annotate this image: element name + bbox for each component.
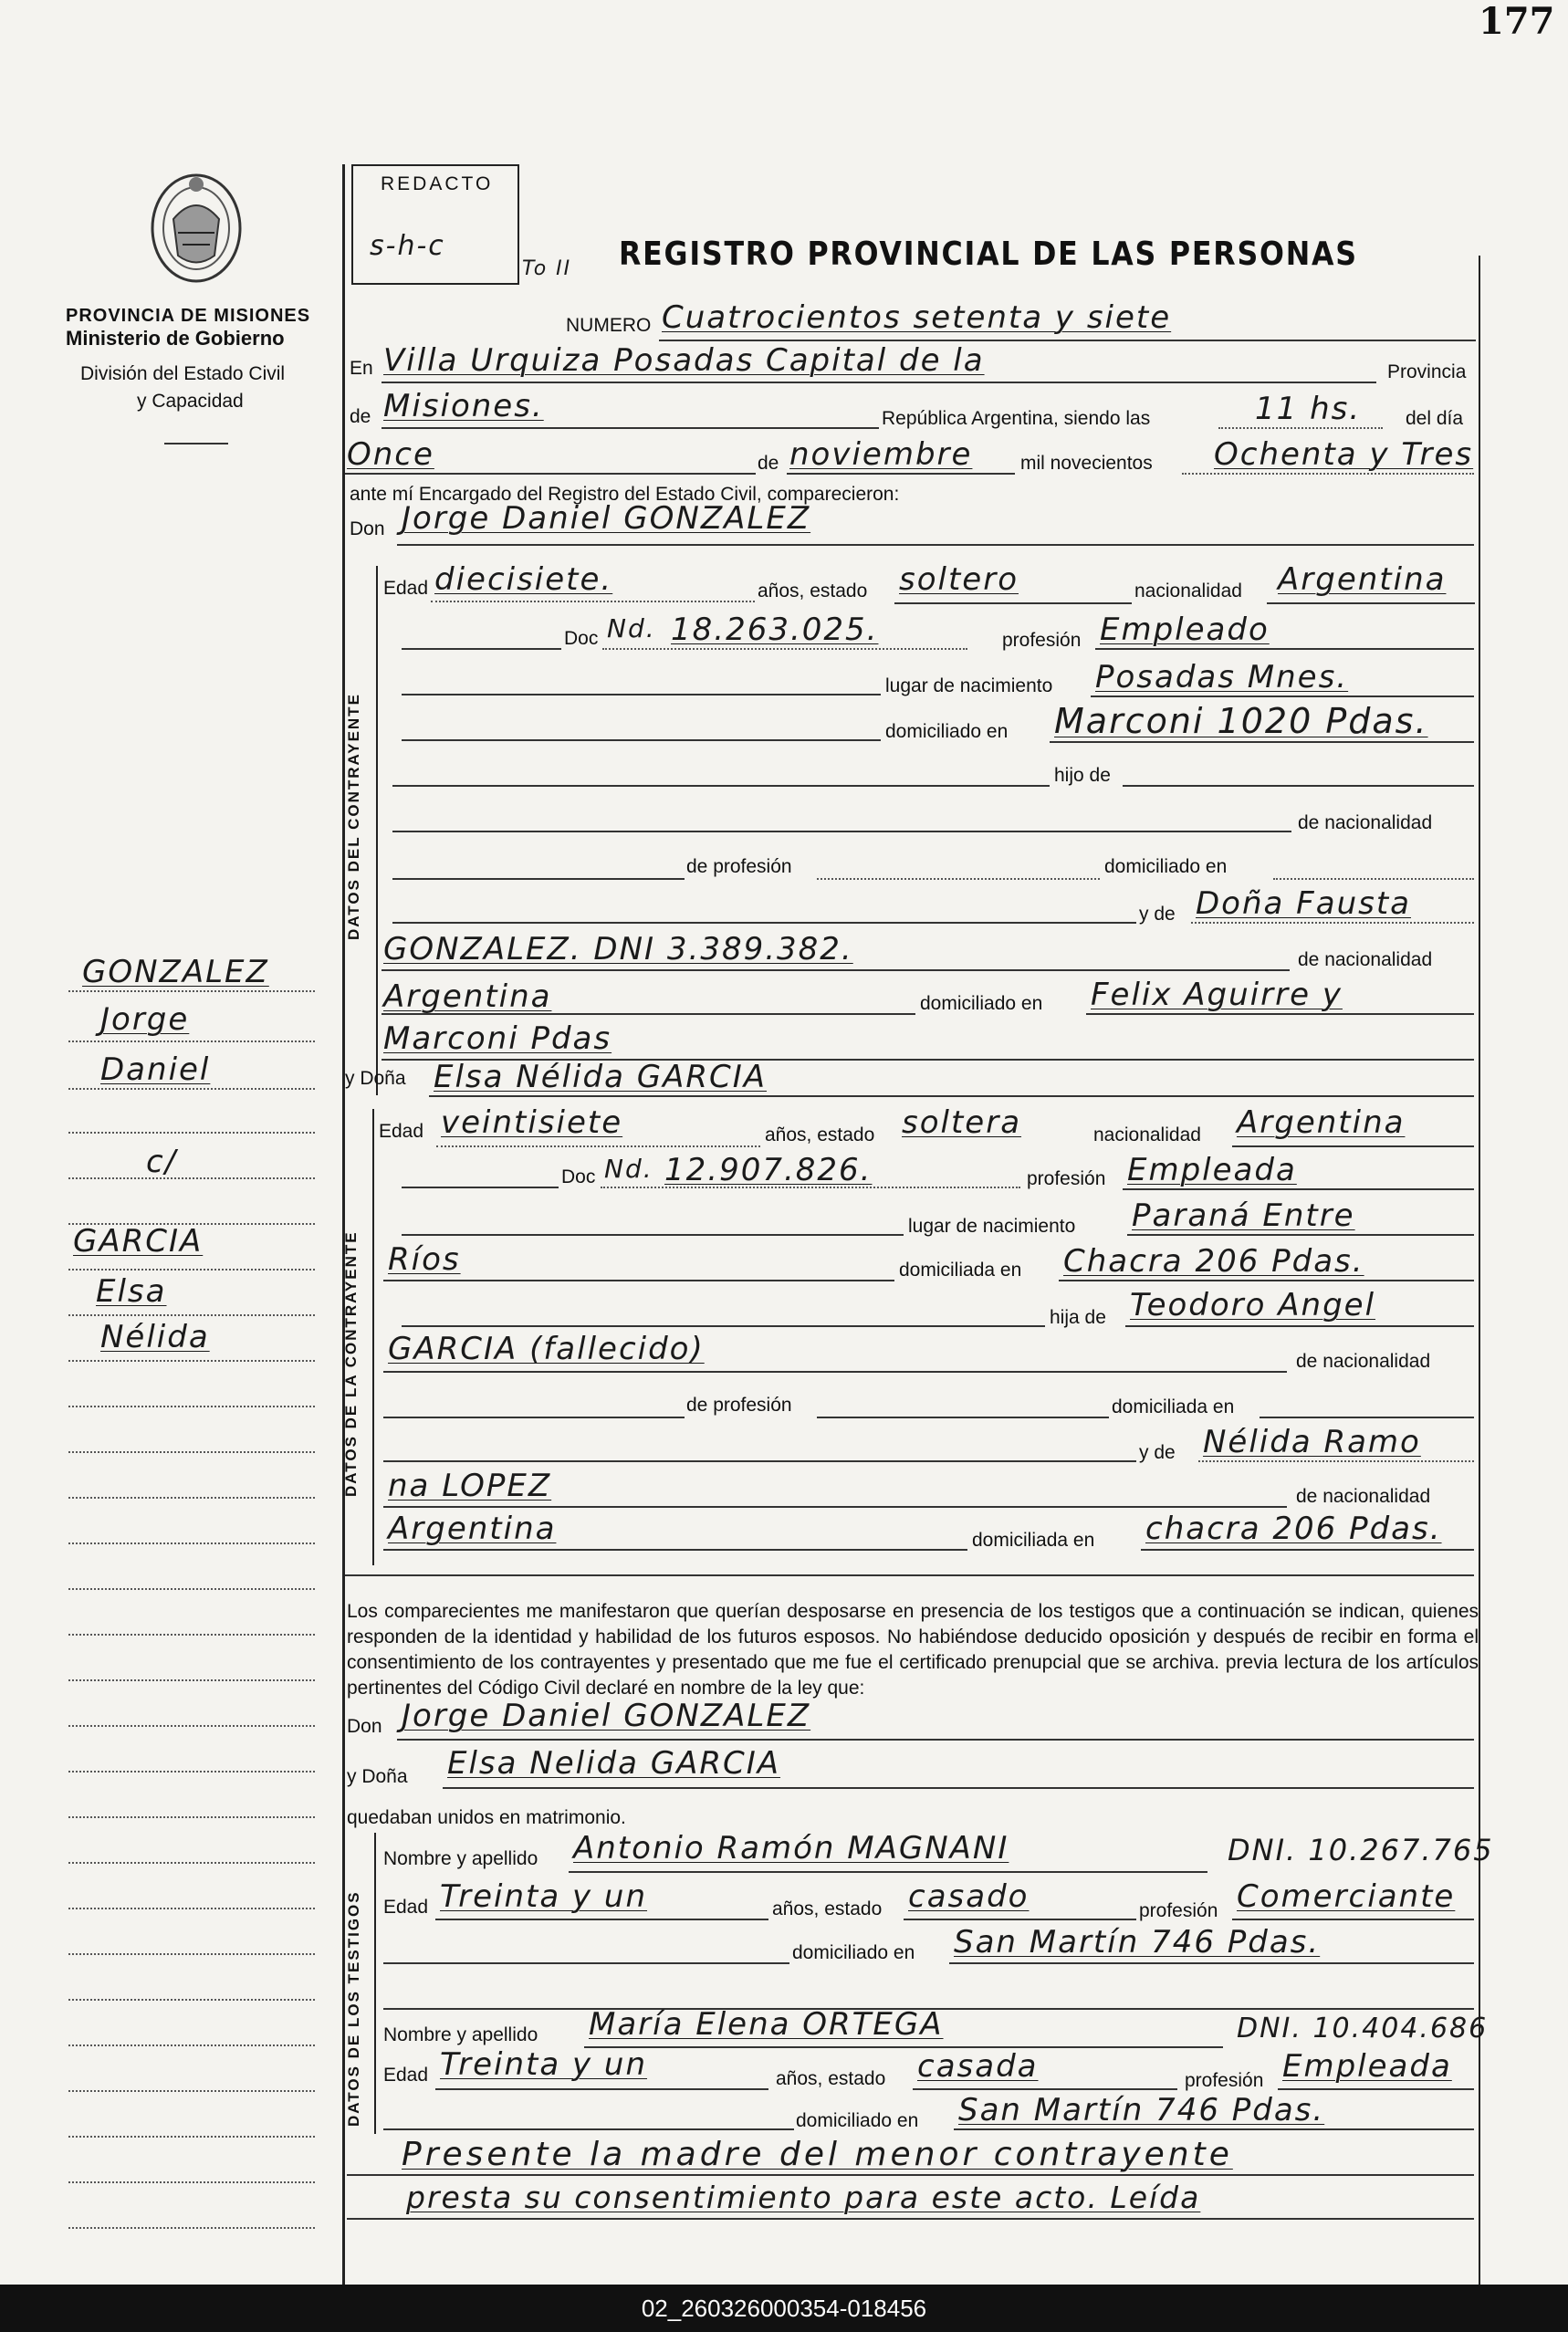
w1-estado: casado <box>908 1878 1030 1915</box>
republica-label: República Argentina, siendo las <box>882 408 1151 429</box>
w2-estado-label: años, estado <box>776 2068 886 2089</box>
w2-profesion: Empleada <box>1282 2048 1452 2085</box>
bride-prof-label: profesión <box>1027 1168 1106 1189</box>
groom-padre-prof-label: de profesión <box>686 856 792 877</box>
bride-edad-label: Edad <box>379 1121 424 1142</box>
groom-padre-dom-label: domiciliado en <box>1104 856 1228 877</box>
image-id-footer: 02_260326000354-018456 <box>0 2285 1568 2332</box>
w1-edad-label: Edad <box>383 1897 429 1918</box>
w1-domicilio: San Martín 746 Pdas. <box>954 1924 1321 1961</box>
w1-dni: DNI. 10.267.765 <box>1228 1833 1494 1867</box>
w1-nombre-label: Nombre y apellido <box>383 1848 538 1869</box>
numero-label: NUMERO <box>566 315 652 336</box>
bride-estado-label: años, estado <box>765 1124 875 1145</box>
coat-of-arms-icon <box>146 164 246 292</box>
union-dona: Elsa Nelida GARCIA <box>447 1745 781 1782</box>
groom-domicilio: Marconi 1020 Pdas. <box>1054 701 1428 741</box>
bride-profesion: Empleada <box>1127 1152 1297 1188</box>
groom-lugar: Posadas Mnes. <box>1095 659 1349 695</box>
bride-madre-cont: na LOPEZ <box>388 1468 552 1504</box>
w2-edad: Treinta y un <box>440 2046 648 2083</box>
bride-padre-prof-label: de profesión <box>686 1395 792 1416</box>
groom-padre-nac-label: de nacionalidad <box>1298 812 1433 833</box>
bride-madre: Nélida Ramo <box>1203 1424 1421 1460</box>
province-label: PROVINCIA DE MISIONES <box>66 306 311 326</box>
margin-note-name2: Daniel <box>100 1051 211 1088</box>
w2-dni: DNI. 10.404.686 <box>1237 2013 1489 2044</box>
groom-nacionalidad: Argentina <box>1278 561 1447 598</box>
margin-note-surname: GONZALEZ <box>82 954 269 990</box>
mil-novecientos-label: mil novecientos <box>1020 453 1153 474</box>
side-label-groom: DATOS DEL CONTRAYENTE <box>345 693 362 940</box>
don-value: Jorge Daniel GONZALEZ <box>402 500 811 537</box>
w2-edad-label: Edad <box>383 2065 429 2086</box>
bride-doc-prefix: Nd. <box>604 1154 653 1184</box>
en-label: En <box>350 358 373 379</box>
groom-madre-dom: Felix Aguirre y <box>1091 977 1343 1013</box>
de-mes-label: de <box>758 453 779 474</box>
division-label-2: y Capacidad <box>137 391 244 412</box>
bride-lugar-cont: Ríos <box>388 1241 461 1278</box>
groom-nac-label: nacionalidad <box>1134 580 1242 601</box>
bride-lugar-label: lugar de nacimiento <box>908 1216 1076 1237</box>
w1-nombre: Antonio Ramón MAGNANI <box>573 1830 1009 1867</box>
groom-madre-dom-label: domiciliado en <box>920 993 1043 1014</box>
w2-dom-label: domiciliado en <box>796 2110 919 2131</box>
bride-lugar: Paraná Entre <box>1132 1197 1355 1234</box>
bride-nombre: Elsa Nélida GARCIA <box>434 1059 768 1095</box>
groom-edad-label: Edad <box>383 578 429 599</box>
side-label-witnesses: DATOS DE LOS TESTIGOS <box>345 1890 362 2127</box>
groom-doc-prefix: Nd. <box>607 613 656 643</box>
bride-madre-nac: Argentina <box>388 1511 557 1547</box>
union-don-label: Don <box>347 1716 382 1737</box>
ante-mi-text: ante mí Encargado del Registro del Estado Civil, comparecieron: <box>350 484 900 505</box>
union-dona-label: y Doña <box>347 1766 408 1787</box>
tome-note: To II <box>522 257 572 280</box>
groom-hijo-label: hijo de <box>1054 765 1111 786</box>
bride-padre: Teodoro Angel <box>1130 1287 1376 1323</box>
groom-madre-nac-label: de nacionalidad <box>1298 949 1433 970</box>
registry-title: REGISTRO PROVINCIAL DE LAS PERSONAS <box>619 235 1358 273</box>
groom-estado-label: años, estado <box>758 580 868 601</box>
w1-prof-label: profesión <box>1139 1900 1218 1921</box>
groom-doc: 18.263.025. <box>671 612 879 648</box>
w1-estado-label: años, estado <box>772 1898 883 1919</box>
de-value: Misiones. <box>383 388 544 424</box>
bride-domicilio: Chacra 206 Pdas. <box>1063 1243 1364 1280</box>
hour-value: 11 hs. <box>1255 391 1362 427</box>
w2-estado: casada <box>917 2048 1039 2085</box>
margin-note-c: c/ <box>146 1144 178 1180</box>
closing-line-1: Presente la madre del menor contrayente <box>402 2136 1233 2173</box>
w1-edad: Treinta y un <box>440 1878 648 1915</box>
groom-madre-nac: Argentina <box>383 978 552 1015</box>
en-value: Villa Urquiza Posadas Capital de la <box>383 342 985 379</box>
redacto-label: REDACTO <box>381 173 494 194</box>
bride-nac-label: nacionalidad <box>1093 1124 1201 1145</box>
bride-madre-dom-label: domiciliada en <box>972 1530 1095 1551</box>
w1-dom-label: domiciliado en <box>792 1942 915 1963</box>
don-label: Don <box>350 518 385 539</box>
year-value: Ochenta y Tres <box>1214 436 1474 473</box>
bride-nacionalidad: Argentina <box>1237 1104 1406 1141</box>
bride-padre-nac-label: de nacionalidad <box>1296 1351 1431 1372</box>
bride-madre-nac-label: de nacionalidad <box>1296 1486 1431 1507</box>
bride-dom-label: domiciliada en <box>899 1260 1022 1281</box>
margin-note-name3: Elsa <box>96 1273 167 1310</box>
bride-madre-dom: chacra 206 Pdas. <box>1145 1511 1442 1547</box>
provincia-label: Provincia <box>1387 361 1467 382</box>
sidebar-divider <box>164 443 228 444</box>
w2-nombre: María Elena ORTEGA <box>589 2006 944 2043</box>
groom-edad: diecisiete. <box>434 561 613 598</box>
numero-value: Cuatrocientos setenta y siete <box>662 299 1172 336</box>
ministry-label: Ministerio de Gobierno <box>66 327 285 350</box>
bride-doc-label: Doc <box>561 1166 596 1187</box>
bride-edad: veintisiete <box>441 1104 623 1141</box>
del-dia-label: del día <box>1406 408 1464 429</box>
month-value: noviembre <box>789 436 973 473</box>
side-label-bride: DATOS DE LA CONTRAYENTE <box>342 1230 360 1497</box>
groom-madre-dom-cont: Marconi Pdas <box>383 1020 612 1057</box>
groom-prof-label: profesión <box>1002 630 1082 651</box>
closing-line-2: presta su consentimiento para este acto. Leída <box>406 2180 1201 2215</box>
w2-prof-label: profesión <box>1185 2070 1264 2091</box>
page-number: 177 <box>1479 0 1555 43</box>
quedaban-text: quedaban unidos en matrimonio. <box>347 1807 626 1828</box>
redacto-box <box>351 164 519 285</box>
groom-madre-cont: GONZALEZ. DNI 3.389.382. <box>383 931 853 967</box>
declaration-text: Los comparecientes me manifestaron que querían desposarse en presencia de los testigos que a continuación se indican, quienes responden de la identidad y habilidad de los futuros esposos. No habiéndose deducido oposición y después de recibir en forma el consentimiento de los contrayentes y presentado que me fue el certificado prenupcial que se archiva. previa lectura de los artículos pertinentes del Código Civil declaré en nombre de la ley que: <box>347 1601 1479 1699</box>
w1-profesion: Comerciante <box>1237 1878 1456 1915</box>
groom-profesion: Empleado <box>1100 612 1270 648</box>
bride-hija-label: hija de <box>1050 1307 1106 1328</box>
de-label: de <box>350 406 371 427</box>
bride-doc: 12.907.826. <box>664 1152 873 1188</box>
day-value: Once <box>347 436 434 473</box>
w2-nombre-label: Nombre y apellido <box>383 2024 538 2045</box>
groom-y-de-label: y de <box>1139 904 1176 925</box>
bride-y-de-label: y de <box>1139 1442 1176 1463</box>
union-don: Jorge Daniel GONZALEZ <box>402 1698 811 1734</box>
margin-note-name4: Nélida <box>100 1319 210 1355</box>
redacto-value: s-h-c <box>370 230 445 262</box>
groom-madre: Doña Fausta <box>1196 885 1411 922</box>
margin-note-name1: Jorge <box>100 1001 190 1038</box>
groom-doc-label: Doc <box>564 628 599 649</box>
bride-padre-dom-label: domiciliada en <box>1112 1396 1235 1417</box>
form-right-border <box>1479 256 1480 2291</box>
groom-lugar-label: lugar de nacimiento <box>885 675 1053 696</box>
w2-domicilio: San Martín 746 Pdas. <box>958 2092 1325 2128</box>
bride-estado: soltera <box>902 1104 1022 1141</box>
margin-note-surname2: GARCIA <box>73 1223 204 1260</box>
groom-estado: soltero <box>899 561 1019 598</box>
division-label-1: División del Estado Civil <box>80 363 286 384</box>
groom-dom-label: domiciliado en <box>885 721 1009 742</box>
bride-padre-cont: GARCIA (fallecido) <box>388 1331 705 1367</box>
bride-dona-label: y Doña <box>345 1068 406 1089</box>
